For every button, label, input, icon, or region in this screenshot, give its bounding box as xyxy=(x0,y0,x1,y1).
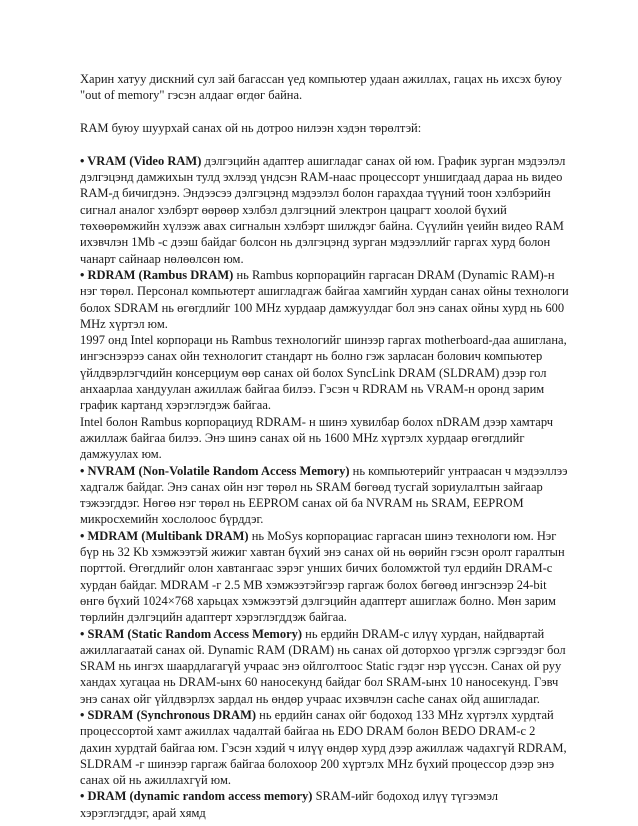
mdram-text: нь MoSys корпорациас гаргасан шинэ технологи юм. Нэг бүр нь 32 Kb хэмжээтэй жижиг хавтан бүхий энэ санах ой нь өөрийн гэсэн оролт гаралтын порттой. Өгөгдлийг олон хавтангаас зэрэг унших бичих боломжтой тул ердийн DRAM-с хурдан байдаг. MDRAM -г 2.5 MB хэмжээтэйгээр гаргаж болох бөгөөд ингэснээр 24-bit өнгө бүхий 1024×768 харьцах хэмжээтэй дэлгэцийн адаптерт ашиглаж болно. Мөн зарим төрлийн дэлгэцийн адаптерт хэрэглэгддэж байгаа. xyxy=(80,528,565,625)
nvram-text: нь компьютерийг унтраасан ч мэдээллээ хадгалж байдаг. Энэ санах ойн нэг төрөл нь SRAM бөгөөд тусгай зориулалтын зайгаар тэжээгддэг. Нөгөө нэг төрөл нь EEPROM санах ой ба NVRAM нь SRAM, EEPROM микросхемийн хослолоос бүрддэг. xyxy=(80,463,568,527)
nvram-heading: • NVRAM (Non-Volatile Random Access Memory) xyxy=(80,463,350,478)
sram-section xyxy=(80,626,570,707)
sdram-heading: • SDRAM (Synchronous DRAM) xyxy=(80,707,257,722)
rdram-paragraph-3: Intel болон Rambus корпорациуд RDRAM- н шинэ хувилбар болох nDRAM дээр хамтарч ажиллаж байгаа билээ. Энэ шинэ санах ой нь 1600 MHz хүртэлх хурдаар өгөгдлийг дамжуулах юм. xyxy=(80,414,554,462)
mdram-heading: • MDRAM (Multibank DRAM) xyxy=(80,528,249,543)
dram-text: SRAM-ийг бодоход илүү түгээмэл хэрэглэгддэг, арай хямд xyxy=(80,789,498,820)
vram-heading: • VRAM (Video RAM) xyxy=(80,153,202,168)
sdram-text: нь ердийн санах ойг бодоход 133 MHz хүртэлх хурдтай процессортой хамт ажиллах чадалтай байгаа нь EDO DRAM болон BEDO DRAM-с 2 дахин хурдтай байгаа юм. Гэсэн хэдий ч илүү өндөр хурд дээр ажиллаж чадахгүй RDRAM, SLDRAM -г шинээр гаргаж байгаа болохоор 200 хүртэлх MHz бүхий процессор дээр энэ санах ой нь ажиллахгүй юм. xyxy=(80,707,567,788)
sdram-section xyxy=(80,707,570,788)
sram-heading: • SRAM (Static Random Access Memory) xyxy=(80,626,303,641)
dram-section xyxy=(80,788,570,821)
rdram-text: нь Rambus корпорацийн гаргасан DRAM (Dynamic RAM)-н нэг төрөл. Персонал компьютерт ашигладгаж байгаа хамгийн хурдан санах ойны технологи болох SDRAM нь өгөгдлийг 100 MHz хурдаар дамжуулдаг бол энэ санах ойны хурд нь 600 MHz хүртэл юм. xyxy=(80,267,569,331)
vram-text: дэлгэцийн адаптер ашигладаг санах ой юм. График зурган мэдээлэл дэлгэцэнд дамжихын тулд эхлээд үндсэн RAM-наас процессорт уншигдаад дараа нь видео RAM-д бичигдэнэ. Эндээсээ дэлгэцэнд мэдээлэл болон гарахдаа түүний тоон хэлбэрийн сигнал аналог хэлбэрт өөрөөр хэлбэл дэлгэцний электрон цацрагт хоолой бүхий төхөөрөмжийн хүлээж авах сигналын хэлбэрт шилждэг байна. Сүүлийн үеийн видео RAM ихэвчлэн 1Mb -с дээш байдаг болсон нь дэлгэцэнд зурган мэдээллийг гаргах хурд болон чанарт сайнаар нөлөөлсөн юм. xyxy=(80,153,566,266)
ram-types-intro: RAM буюу шуурхай санах ой нь дотроо нилээн хэдэн төрөлтэй: xyxy=(80,120,422,135)
rdram-heading: • RDRAM (Rambus DRAM) xyxy=(80,267,234,282)
intro-paragraph: Харин хатуу дискний сул зай багассан үед компьютер удаан ажиллах, гацах нь ихсэх буюу "out of memory" гэсэн алдааг өгдөг байна. xyxy=(80,72,562,103)
sram-text: нь ердийн DRAM-с илүү хурдан, найдвартай ажиллагаатай санах ой. Dynamic RAM (DRAM) нь санах ой доторхоо үргэлж сэргээдэг бол SRAM нь ингэх шаардлагагүй учраас энэ ойлголтоос Static гэдэг нэр үүссэн. Санах ой руу хандах хугацаа нь DRAM-ынх 60 наносекунд байдаг бол SRAM-ынх 10 наносекунд. Гэвч энэ санах ойг үйлдвэрлэх зардал нь өндөр учраас ихэвчлэн cache санах ойд ашигладаг. xyxy=(80,626,566,706)
document-body xyxy=(80,71,570,821)
dram-heading: • DRAM (dynamic random access memory) xyxy=(80,789,313,804)
vram-section xyxy=(80,153,570,267)
nvram-section xyxy=(80,463,570,528)
rdram-section xyxy=(80,267,570,332)
mdram-section xyxy=(80,528,570,626)
rdram-paragraph-2: 1997 онд Intel корпораци нь Rambus технологийг шинээр гаргах motherboard-даа ашиглана, ингэснээрээ санах ойн технологит стандарт нь болно гэж зарласан болович компьютер үйлдвэрлэгчдийн консерциум өөр санах ой болох SyncLink DRAM (SLDRAM) дээр гол анхаарлаа хандуулан ажиллаж байгаа билээ. Гэсэн ч RDRAM нь VRAM-н оронд зарим график картанд хэрэглэгдэж байгаа. xyxy=(80,333,567,413)
